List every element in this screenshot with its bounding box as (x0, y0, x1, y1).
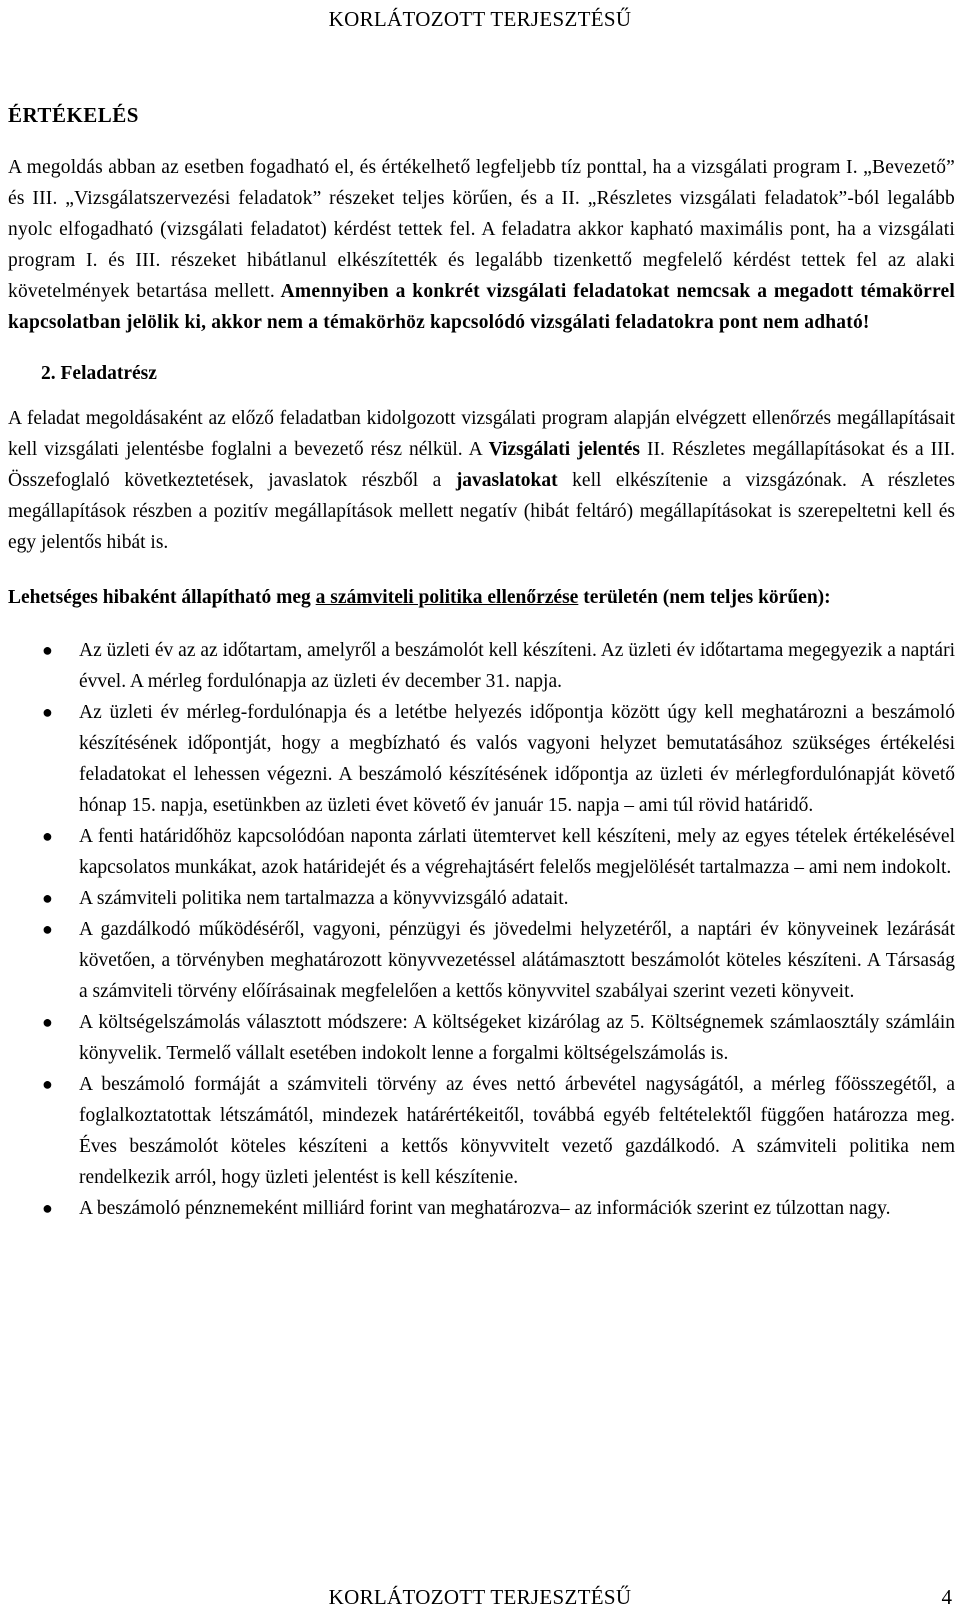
bullet-icon: ● (42, 1198, 53, 1218)
list-item-text: A költségelszámolás választott módszere: A költségeket kizárólag az 5. Költségnemek számlaosztály számláin könyvelik. Termelő vállalt esetében indokolt lenne a forgalmi költségelszámolás is. (79, 1012, 955, 1064)
page-number: 4 (941, 1585, 952, 1609)
list-item-text: A gazdálkodó működéséről, vagyoni, pénzügyi és jövedelmi helyzetéről, a naptári év könyveinek lezárását követően, a törvényben meghatározott könyvvezetéssel alátámasztott beszámolót köteles készíteni. A Társaság a számviteli törvény előírásainak megfelelően a kettős könyvvitel szabályai szerint vezeti könyveit. (79, 919, 955, 1002)
bullet-icon: ● (42, 826, 53, 846)
section-paragraph (8, 403, 955, 558)
list-item (8, 1193, 955, 1224)
list-item (8, 1069, 955, 1193)
list-item-text: Az üzleti év mérleg-fordulónapja és a letétbe helyezés időpontja között úgy kell meghatározni a beszámoló készítésének időpontját, hogy a megbízható és valós vagyoni helyzet bemutatásához szükséges értékelési feladatokat el lehessen végezni. A beszámoló készítésének időpontja az üzleti év mérlegfordulónapját követő hónap 15. napja, esetünkben az üzleti évet követő év január 15. napja – ami túl rövid határidő. (79, 702, 955, 816)
bullet-icon: ● (42, 702, 53, 722)
list-item-text: Az üzleti év az az időtartam, amelyről a beszámolót kell készíteni. Az üzleti év időtartama megegyezik a naptári évvel. A mérleg fordulónapja az üzleti év december 31. napja. (79, 640, 955, 692)
page-content (8, 102, 955, 1224)
bullet-icon: ● (42, 1012, 53, 1032)
bullet-icon: ● (42, 640, 53, 660)
page-title: ÉRTÉKELÉS (8, 103, 139, 127)
evaluation-sentence-2: A feladatra akkor kapható maximális pont, ha a vizsgálati program I. és III. részeket hibátlanul elkészítették és legalább tizenkettő megfelelő kérdést tettek fel az alaki követelmények betartása mellett. (8, 219, 956, 302)
section-text-1: A feladat megoldásaként az előző feladatban kidolgozott vizsgálati program alapján elvégzett ellenőrzés megállapításait kell vizsgálati jelentésbe foglalni a bevezető rész nélkül. A (8, 408, 955, 460)
findings-list (8, 635, 955, 1224)
bullet-icon: ● (42, 1074, 53, 1094)
bullet-icon: ● (42, 888, 53, 908)
section-text-3: kell elkészítenie a vizsgázónak. A részletes megállapítások részben a pozitív megállapítások mellett negatív (hibát feltáró) megállapításokat is szerepeltetni kell és egy jelentős hibát is. (8, 470, 955, 553)
section-text-2: II. Részletes megállapításokat és a III. Összefoglaló következtetések, javaslatok részből a (8, 439, 955, 491)
page-footer: KORLÁTOZOTT TERJESZTÉSŰ (328, 1585, 632, 1609)
list-item-text: A beszámoló formáját a számviteli törvény az éves nettó árbevétel nagyságától, a mérleg főösszegétől, a foglalkoztatottak létszámától, mindezek határértékeitől, továbbá egyéb feltételektől függően határozza meg. Éves beszámolót köteles készíteni a kettős könyvvitelt vezető gazdálkodó. A számviteli politika nem rendelkezik arról, hogy üzleti jelentést is kell készítenie. (79, 1074, 955, 1188)
page-header: KORLÁTOZOTT TERJESZTÉSŰ (328, 7, 632, 31)
evaluation-paragraph (8, 152, 955, 338)
subtitle-part-2: területén (nem teljes körűen): (578, 587, 831, 608)
list-item-text: A fenti határidőhöz kapcsolódóan naponta zárlati ütemtervet kell készíteni, mely az egyes tételek értékelésével kapcsolatos munkákat, azok határidejét és a végrehajtásért felelős megjelölését tartalmazza – ami nem indokolt. (79, 826, 955, 878)
list-item (8, 635, 955, 697)
list-item (8, 1007, 955, 1069)
findings-subtitle (8, 582, 955, 613)
subtitle-part-1: Lehetséges hibaként állapítható meg (8, 587, 316, 608)
section-bold-2: javaslatokat (455, 470, 558, 491)
list-item (8, 914, 955, 1007)
subtitle-underlined: a számviteli politika ellenőrzése (315, 587, 579, 608)
bullet-icon: ● (42, 919, 53, 939)
evaluation-bold-sentence: Amennyiben a konkrét vizsgálati feladatokat nemcsak a megadott témakörrel kapcsolatban jelölik ki, akkor nem a témakörhöz kapcsolódó vizsgálati feladatokra pont nem adható! (8, 281, 956, 333)
list-item-text: A számviteli politika nem tartalmazza a könyvvizsgáló adatait. (79, 888, 569, 909)
list-item (8, 697, 955, 821)
list-item-text: A beszámoló pénznemeként milliárd forint van meghatározva– az információk szerint ez túlzottan nagy. (79, 1198, 891, 1219)
section-title: 2. Feladatrész (41, 363, 157, 384)
list-item (8, 821, 955, 883)
evaluation-sentence-1: A megoldás abban az esetben fogadható el, és értékelhető legfeljebb tíz ponttal, ha a vizsgálati program I. „Bevezető” és III. „Vizsgálatszervezési feladatok” részeket teljes körűen, és a II. „Részletes vizsgálati feladatok”-ból legalább nyolc elfogadható (vizsgálati feladatot) kérdést tettek fel. (8, 157, 955, 240)
list-item (8, 883, 955, 914)
section-bold-1: Vizsgálati jelentés (488, 439, 641, 460)
